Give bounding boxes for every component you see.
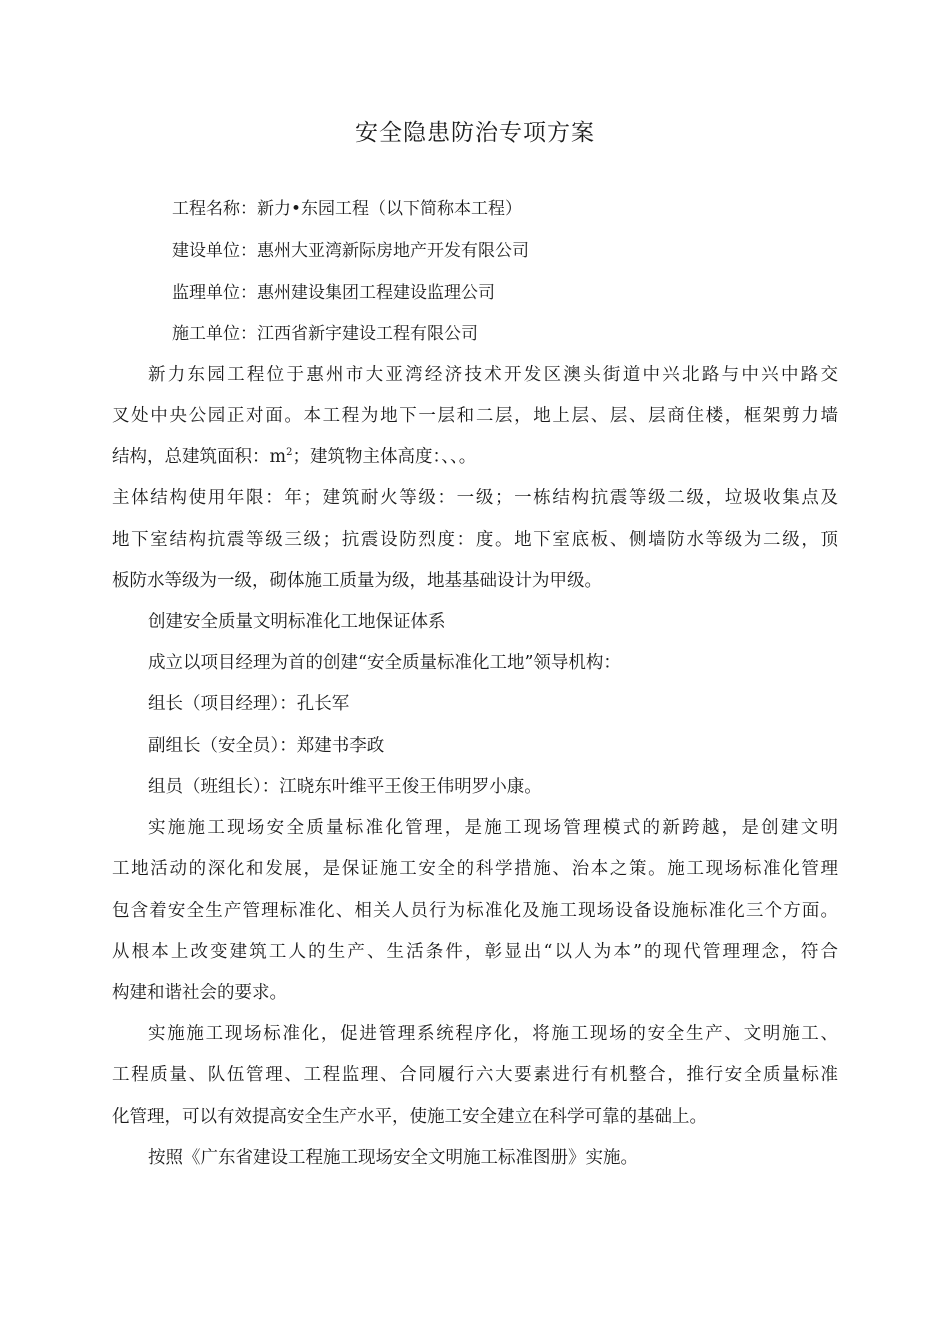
para1-line: 实施施工现场安全质量标准化管理，是施工现场管理模式的新跨越，是创建文明 <box>148 818 838 838</box>
project-name-line: 工程名称：新力•东园工程（以下简称本工程） <box>172 199 523 219</box>
para1-line: 构建和谐社会的要求。 <box>112 983 287 1003</box>
overview-line: 新力东园工程位于惠州市大亚湾经济技术开发区澳头街道中兴北路与中兴中路交 <box>148 365 838 385</box>
para1-line: 从根本上改变建筑工人的生产、生活条件，彰显出“以人为本”的现代管理理念，符合 <box>112 942 838 962</box>
overview-area-text: 结构，总建筑面积：m <box>112 447 287 467</box>
leader-line: 组长（项目经理）：孔长军 <box>148 694 350 714</box>
deputy-line: 副组长（安全员）：郑建书李政 <box>148 736 385 756</box>
para2-line: 实施施工现场标准化，促进管理系统程序化，将施工现场的安全生产、文明施工、 <box>148 1024 838 1044</box>
closing-line: 按照《广东省建设工程施工现场安全文明施工标准图册》实施。 <box>148 1148 638 1168</box>
supervisor-line: 监理单位：惠州建设集团工程建设监理公司 <box>172 283 495 303</box>
system-heading: 创建安全质量文明标准化工地保证体系 <box>148 612 446 632</box>
org-intro: 成立以项目经理为首的创建“安全质量标准化工地”领导机构： <box>148 653 621 673</box>
document-title: 安全隐患防治专项方案 <box>355 120 595 146</box>
overview-line: 叉处中央公园正对面。本工程为地下一层和二层，地上层、层、层商住楼，框架剪力墙 <box>112 406 838 426</box>
contractor-line: 施工单位：江西省新宇建设工程有限公司 <box>172 324 478 344</box>
para2-line: 化管理，可以有效提高安全生产水平，使施工安全建立在科学可靠的基础上。 <box>112 1107 707 1127</box>
para1-line: 工地活动的深化和发展，是保证施工安全的科学措施、治本之策。施工现场标准化管理 <box>112 859 838 879</box>
client-line: 建设单位：惠州大亚湾新际房地产开发有限公司 <box>172 241 529 261</box>
overview-line: 板防水等级为一级，砌体施工质量为级，地基基础设计为甲级。 <box>112 571 602 591</box>
members-line: 组员（班组长）：江晓东叶维平王俊王伟明罗小康。 <box>148 777 542 797</box>
para2-line: 工程质量、队伍管理、工程监理、合同履行六大要素进行有机整合，推行安全质量标准 <box>112 1065 838 1085</box>
overview-line: 主体结构使用年限：年；建筑耐火等级：一级；一栋结构抗震等级二级，垃圾收集点及 <box>112 488 838 508</box>
area-unit-superscript: 2 <box>286 447 293 459</box>
overview-height-text: ；建筑物主体高度：、、。 <box>292 447 477 467</box>
overview-line <box>112 445 476 469</box>
overview-line: 地下室结构抗震等级三级；抗震设防烈度：度。地下室底板、侧墙防水等级为二级，顶 <box>112 530 838 550</box>
para1-line: 包含着安全生产管理标准化、相关人员行为标准化及施工现场设备设施标准化三个方面。 <box>112 901 838 921</box>
